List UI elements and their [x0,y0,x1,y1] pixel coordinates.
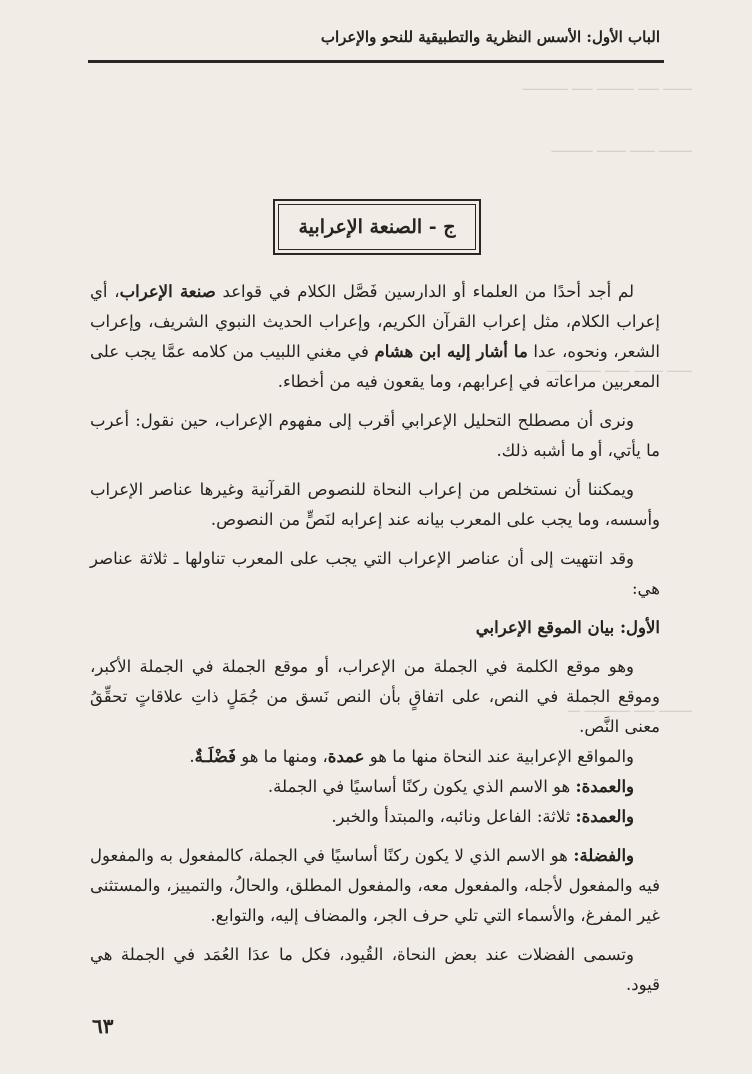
definition-term: والعمدة: [575,777,634,796]
page-number: ٦٣ [92,1014,114,1038]
definition-umda [90,772,660,802]
bold-phrase: ما أشار إليه ابن هشام [374,342,528,361]
show-through-texture: ــــــــ ــــــ ـــــــ ــــــــــ [551,140,692,156]
section-title: ج - الصنعة الإعرابية [298,216,456,238]
bold-term: فَضْلَـةٌ [194,747,236,766]
bold-term: عمدة [327,747,365,766]
show-through-texture: ــــــ ـــــــ ــــــ ـــــــــ ـــ [547,360,692,376]
header-rule [88,60,664,63]
show-through-texture: ـــــــ ـــــ ـــــــــ ـــــ ـــــــــــ [522,78,692,94]
paragraph-2: ونرى أن مصطلح التحليل الإعرابي أقرب إلى مفهوم الإعراب، حين نقول: أعرب ما يأتي، أو ما أشبه ذلك. [90,411,660,460]
paragraph-5: وهو موقع الكلمة في الجملة من الإعراب، أو موقع الجملة في الجملة الأكبر، وموقع الجملة في النص، على اتفاقٍ بأن النص نَسق من جُمَلٍ ذاتِ علاقاتٍ تحقِّقُ معنى النَّص. [90,657,660,736]
text-run: ، أي إعراب الكلام، مثل إعراب القرآن الكريم، وإعراب الحديث النبوي الشريف، وإعراب الشعر، ونحوه، عدا [90,282,660,361]
section-title-box [273,199,481,255]
definition-term: والفضلة: [573,846,634,865]
definition-text: هو الاسم الذي يكون ركنًا أساسيًا في الجملة. [267,777,576,796]
paragraph-3: ويمكننا أن نستخلص من إعراب النحاة للنصوص القرآنية وغيرها عناصر الإعراب وأسسه، وما يجب على المعرب بيانه عند إعرابه لنَصٍّ من النصوص. [90,480,660,529]
bold-term: صنعة الإعراب [119,282,216,301]
definition-text: هو الاسم الذي لا يكون ركنًا أساسيًا في الجملة، كالمفعول به والمفعول فيه والمفعول لأجله، والمفعول معه، والمفعول المطلق، والحالُ، والتمييز، والمستثنى غير المفرغ، والأسماء التي تلي حرف الجر، والمضاف إليه، والتوابع. [90,846,660,925]
subheading: الأول: بيان الموقع الإعرابي [475,618,660,637]
text-run: ، ومنها ما هو [235,747,328,766]
text-run: في مغني اللبيب من كلامه عمَّا يجب على المعربين مراعاته في إعرابهم، وما يقعون فيه من أخطاء. [90,342,660,391]
definition-term: والعمدة: [575,807,634,826]
text-run: لم أجد أحدًا من العلماء أو الدارسين فَصَّل الكلام في قواعد [215,282,634,301]
body-text [90,277,660,1000]
closing-paragraph: وتسمى الفضلات عند بعض النحاة، القُيود، فكل ما عدَا العُمَد في الجملة هي قيود. [90,945,660,994]
definition-umda-count [90,802,660,832]
definition-fadla [90,841,660,931]
running-head: الباب الأول: الأسس النظرية والتطبيقية للنحو والإعراب [320,28,660,46]
text-run: . [189,747,195,766]
paragraph-4: وقد انتهيت إلى أن عناصر الإعراب التي يجب على المعرب تناولها ـ ثلاثة عناصر هي: [90,549,660,598]
text-run: والمواقع الإعرابية عند النحاة منها ما هو [364,747,634,766]
definition-text: ثلاثة: الفاعل ونائبه، والمبتدأ والخبر. [331,807,576,826]
show-through-texture: ــــــــ ـــــ ـــــــــــ ـــ [567,700,692,716]
paragraph-1 [90,277,660,397]
paragraph-6 [90,742,660,772]
